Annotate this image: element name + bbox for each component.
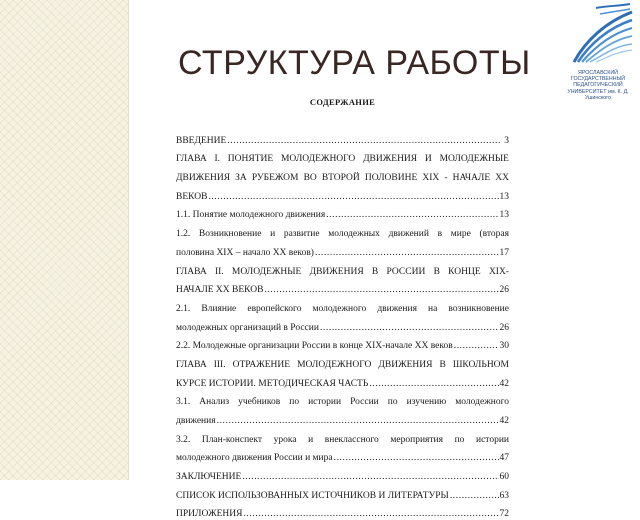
toc-leader-dots — [264, 285, 498, 296]
toc-line-text: ВВЕДЕНИЕ — [176, 135, 227, 146]
university-wave-logo-icon — [566, 0, 636, 70]
toc-line-text: ЗАКЛЮЧЕНИЕ — [176, 472, 242, 483]
toc-leader-dots — [243, 509, 498, 520]
toc-page-number: 72 — [499, 509, 509, 520]
toc-leader-dots — [450, 491, 499, 502]
toc-line — [176, 483, 509, 502]
toc-page-number: 47 — [499, 453, 509, 464]
toc-page-number: 26 — [499, 285, 509, 296]
toc-leader-dots — [227, 136, 500, 147]
toc-line — [176, 464, 509, 483]
toc-line — [176, 390, 509, 409]
document-heading: СОДЕРЖАНИЕ — [309, 97, 376, 107]
toc-line — [176, 334, 509, 353]
toc-line-text: движения — [176, 416, 216, 426]
toc-line-text: 1.1. Понятие молодежного движения — [176, 210, 326, 221]
toc-line — [176, 408, 509, 427]
toc-leader-dots — [242, 472, 498, 483]
toc-page-number: 13 — [499, 191, 509, 202]
toc-line-text: 2.1. Влияние европейского молодежного движения на возникновение — [176, 303, 509, 314]
toc-line — [176, 427, 509, 446]
toc-list — [176, 128, 509, 520]
toc-line-text: молодежных организаций в России — [176, 322, 319, 333]
toc-page-number: 42 — [499, 416, 509, 426]
toc-page-number: 30 — [499, 341, 509, 352]
toc-line-text: молодежного движения России и мира — [176, 453, 333, 464]
toc-line — [176, 352, 509, 371]
toc-line — [176, 296, 509, 315]
toc-leader-dots — [454, 341, 499, 352]
toc-line-text: ДВИЖЕНИЯ ЗА РУБЕЖОМ ВО ВТОРОЙ ПОЛОВИНЕ XIX - НАЧАЛЕ XX — [176, 173, 509, 184]
toc-line-text: ГЛАВА I. ПОНЯТИЕ МОЛОДЕЖНОГО ДВИЖЕНИЯ И МОЛОДЕЖНЫЕ — [176, 154, 509, 165]
toc-page-number: 26 — [499, 322, 509, 333]
toc-line-text: 3.2. План-конспект урока и внеклассного мероприятия по истории — [176, 434, 509, 445]
decorative-sidebar — [0, 0, 129, 480]
toc-line-text: НАЧАЛЕ XX ВЕКОВ — [176, 285, 264, 296]
toc-leader-dots — [326, 210, 498, 221]
toc-leader-dots — [369, 379, 498, 390]
toc-leader-dots — [334, 453, 499, 464]
toc-line — [176, 371, 509, 390]
toc-line-text: КУРСЕ ИСТОРИИ. МЕТОДИЧЕСКАЯ ЧАСТЬ — [176, 378, 369, 389]
toc-page-number: 42 — [499, 378, 509, 389]
toc-line — [176, 165, 509, 184]
toc-line-text: ГЛАВА II. МОЛОДЕЖНЫЕ ДВИЖЕНИЯ В РОССИИ В КОНЦЕ XIX- — [176, 266, 509, 277]
toc-line — [176, 221, 509, 240]
toc-line — [176, 315, 509, 334]
toc-page-number: 17 — [499, 247, 509, 258]
toc-leader-dots — [217, 416, 499, 427]
toc-line-text: 1.2. Возникновение и развитие молодежных движений в мире (вторая — [176, 229, 509, 240]
toc-leader-dots — [315, 248, 499, 259]
toc-page-number: 60 — [499, 472, 509, 483]
slide-title: СТРУКТУРА РАБОТЫ — [178, 44, 531, 82]
toc-page-number: 63 — [499, 490, 509, 501]
toc-line-text: половина XIX – начало XX веков) — [176, 247, 314, 258]
toc-line — [176, 240, 509, 259]
toc-line — [176, 203, 509, 222]
document-page — [176, 96, 509, 520]
toc-page-number: 3 — [504, 135, 509, 146]
toc-line-text: ГЛАВА III. ОТРАЖЕНИЕ МОЛОДЕЖНОГО ДВИЖЕНИЯ В ШКОЛЬНОМ — [176, 359, 509, 370]
toc-page-number: 13 — [499, 210, 509, 221]
toc-line — [176, 184, 509, 203]
toc-line-text: ПРИЛОЖЕНИЯ — [176, 509, 243, 520]
logo-caption: ЯРОСЛАВСКИЙ ГОСУДАРСТВЕННЫЙ ПЕДАГОГИЧЕСКИЙ УНИВЕРСИТЕТ им. К. Д. Ушинского — [567, 70, 629, 101]
toc-line — [176, 278, 509, 297]
toc-line — [176, 128, 509, 147]
toc-line — [176, 259, 509, 278]
toc-line — [176, 446, 509, 465]
toc-line — [176, 147, 509, 166]
toc-line — [176, 502, 509, 520]
toc-line-text: СПИСОК ИСПОЛЬЗОВАННЫХ ИСТОЧНИКОВ И ЛИТЕРАТУРЫ — [176, 490, 449, 501]
university-logo — [556, 0, 640, 101]
toc-line-text: ВЕКОВ — [176, 191, 208, 202]
toc-leader-dots — [320, 323, 499, 334]
toc-leader-dots — [208, 192, 498, 203]
toc-line-text: 2.2. Молодежные организации России в конце XIX-начале XX веков — [176, 341, 453, 352]
toc-line-text: 3.1. Анализ учебников по истории России по изучению молодежного — [176, 397, 509, 408]
